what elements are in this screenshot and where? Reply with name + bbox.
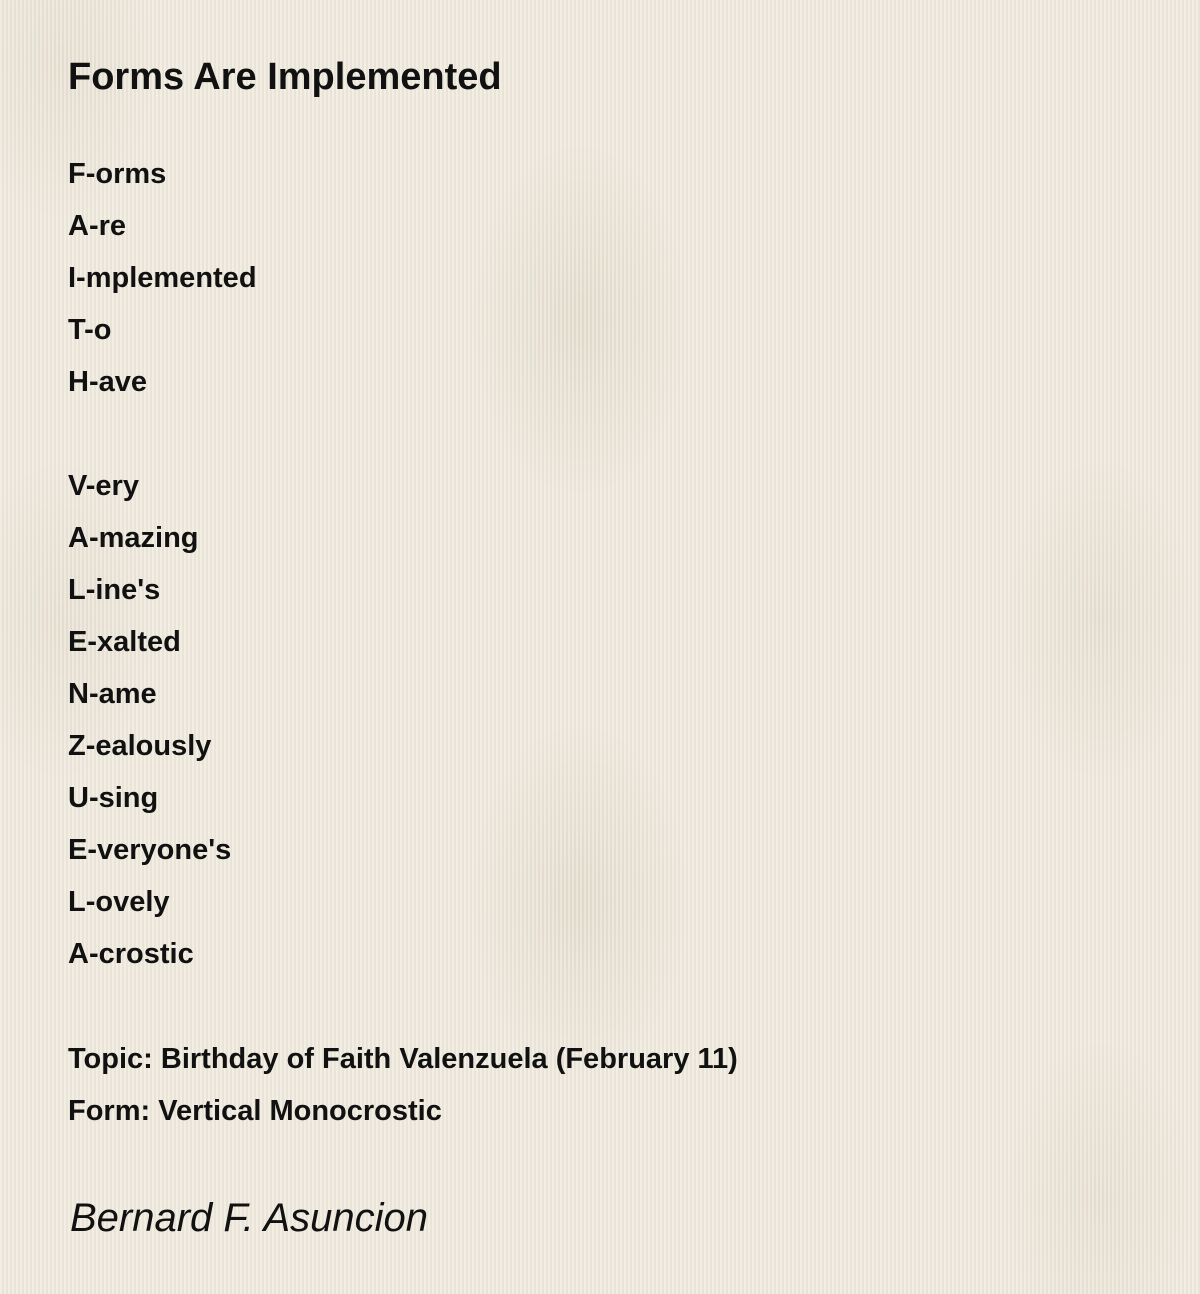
poem-body [68,148,257,1032]
poem-line: L-ine's [68,574,161,606]
author-name: Bernard F. Asuncion [70,1196,428,1240]
poem-line: N-ame [68,678,157,710]
stanza-1 [68,148,257,408]
poem-line: V-ery [68,470,139,502]
poem-line: E-veryone's [68,834,232,866]
poem-line: A-crostic [68,938,194,970]
poem-line: A-re [68,210,127,242]
poem-line: A-mazing [68,522,199,554]
poem-notes [68,1033,738,1137]
form-note: Form: Vertical Monocrostic [68,1095,442,1127]
poem-line: F-orms [68,158,167,190]
poem-line: U-sing [68,782,159,814]
poem-title: Forms Are Implemented [68,56,502,98]
poem-line: Z-ealously [68,730,212,762]
topic-note: Topic: Birthday of Faith Valenzuela (February 11) [68,1043,738,1075]
poem-line: H-ave [68,366,147,398]
poem-line: I-mplemented [68,262,257,294]
poem-line: L-ovely [68,886,170,918]
stanza-2 [68,460,257,980]
poem-line: E-xalted [68,626,181,658]
poem-line: T-o [68,314,112,346]
